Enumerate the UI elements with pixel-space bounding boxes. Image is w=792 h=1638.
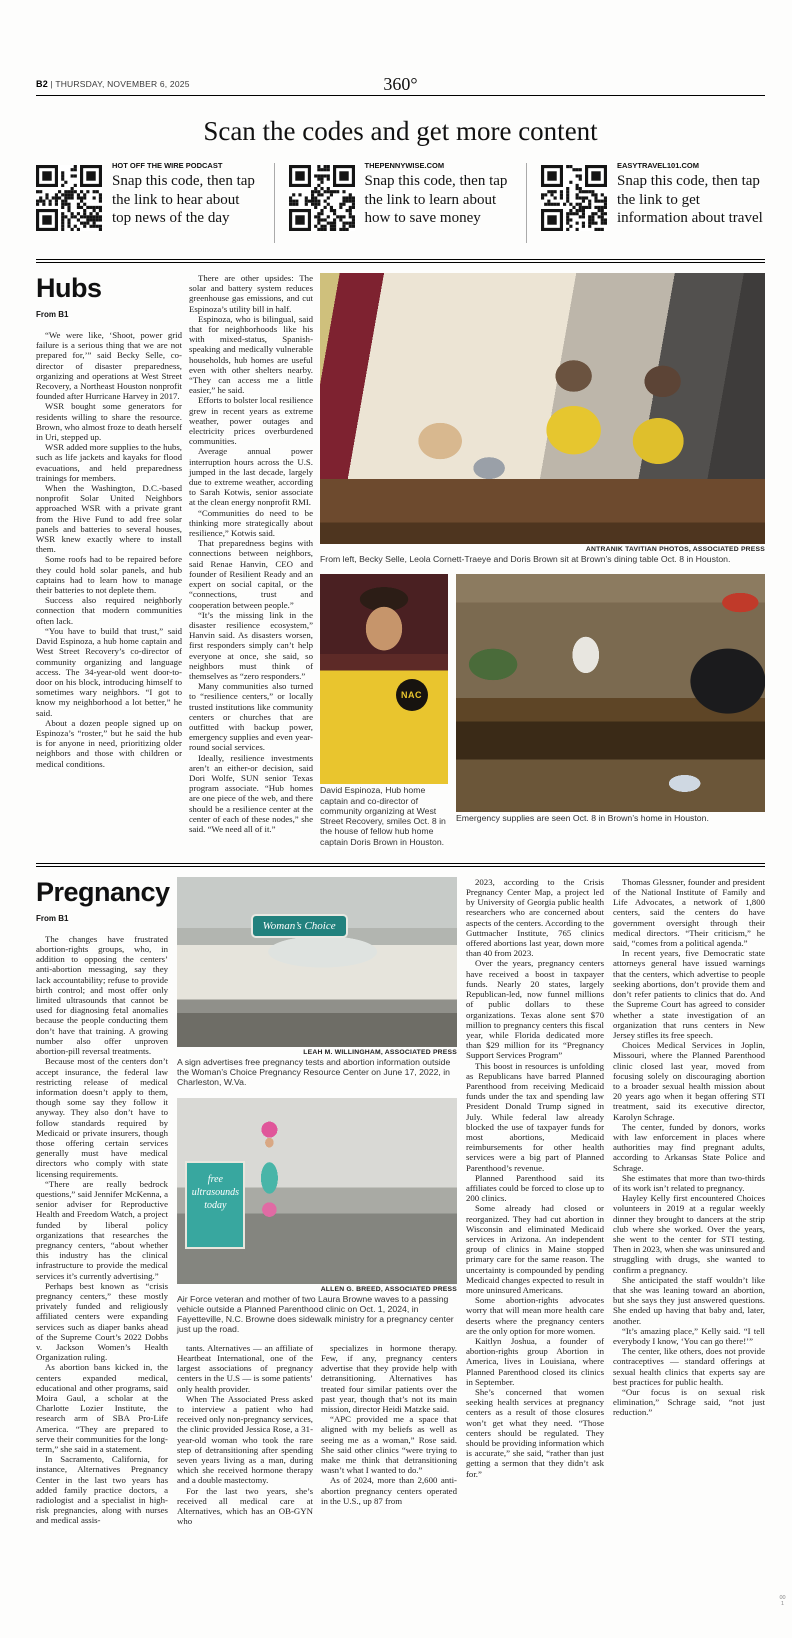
paragraph: Choices Medical Services in Joplin, Missouri, where the Planned Parenthood clinic closed last year, moved from focusing solely on discouraging abortion to a broader sexual health mission about 20 years ago when it began offering STI treatment, said its executive director, Karolyn Schrage. <box>613 1040 765 1122</box>
pregnancy-column-4 <box>466 877 604 1527</box>
paragraph: There are other upsides: The solar and battery system reduces greenhouse gas emissions, and cut Espinoza’s utility bill in half. <box>189 273 313 314</box>
photo-caption: A sign advertises free pregnancy tests and abortion information outside the Woman’s Choice Pregnancy Resource Center on June 17, 2022, in Charleston, W.Va. <box>177 1056 451 1088</box>
press-fold-mark: 00 1 <box>779 1594 786 1608</box>
paragraph: She estimates that more than two-thirds of its work isn’t related to pregnancy. <box>613 1172 765 1193</box>
qr-row <box>36 159 765 243</box>
paragraph: WSR added more supplies to the hubs, such as life jackets and kayaks for flood evacuations, and held preparedness trainings for members. <box>36 442 182 483</box>
page-number: B2 <box>36 79 48 89</box>
photo-dining-table <box>320 273 765 544</box>
article-text <box>177 1343 313 1527</box>
photo-caption: David Espinoza, Hub home captain and co-director of community organizing at West Street Recovery, smiles Oct. 8 in the house of fellow hub home captain Doris Brown in Houston. <box>320 785 446 847</box>
paragraph: Over the years, pregnancy centers have received a boost in taxpayer funds. Nearly 20 states, largely Republican-led, now funnel millions of public dollars to these organizations. Texas alone sent $70 million to pregnancy centers this fiscal year, while Florida dedicated more than $29 million for its “Pregnancy Support Services Program” <box>466 958 604 1061</box>
paragraph: “It’s the missing link in the disaster resilience ecosystem,” Hanvin said. As disasters worsen, first responders simply can’t help everyone at once, she said, so neighbors must think of themselves as “zero responders.” <box>189 609 313 681</box>
paragraph: 2023, according to the Crisis Pregnancy Center Map, a project led by University of Georgia public health researchers who are concerned about aspects of the centers. According to the Guttmacher Institute, 765 clinics offered abortions last year, down more than 40 from 2023. <box>466 876 605 959</box>
issue-date: THURSDAY, NOVEMBER 6, 2025 <box>55 79 190 89</box>
qr-item-podcast <box>36 159 260 231</box>
paragraph: For the last two years, she’s received all medical care at Alternatives, which has an OB-GYN who <box>177 1485 313 1527</box>
qr-item-pennywise <box>289 159 513 231</box>
paragraph: Hayley Kelly first encountered Choices volunteers in 2019 at a regular weekly dinner they brought to dancers at the strip club where she worked. Over the years, she went to the center for STI testing. Then in 2023, when she was uninsured and struggling with drugs, she wanted to confirm a pregnancy. <box>613 1193 765 1275</box>
shirt-logo: NAC <box>396 679 428 711</box>
paragraph: Many communities also turned to “resilience centers,” or locally trusted institutions like community centers or churches that are outfitted with backup power, emergency supplies and even year-round social services. <box>189 681 313 753</box>
pregnancy-column-1 <box>36 877 168 1527</box>
hubs-column-1 <box>36 273 182 847</box>
paragraph: Espinoza, who is bilingual, said that for neighborhoods like his with mixed-status, Spanish-speaking and medically vulnerable households, hub homes are useful even with other shelters nearby. “They can access me a little easier,” he said. <box>189 313 313 396</box>
qr-item-label: EASYTRAVEL101.COM <box>617 161 699 170</box>
section-divider <box>36 863 765 867</box>
paragraph: WSR bought some generators for residents willing to share the resource. Brown, who almost froze to death herself in Uri, stepped up. <box>36 401 182 443</box>
qr-item-travel <box>541 159 765 231</box>
continued-from-tag: From B1 <box>36 913 69 923</box>
photo-caption: From left, Becky Selle, Leola Cornett-Traeye and Doris Brown sit at Brown’s dining table Oct. 8 in Houston. <box>320 554 731 564</box>
qr-item-description: Snap this code, then tap the link to learn about how to save money <box>364 173 508 227</box>
paragraph: About a dozen people signed up on Espinoza’s “roster,” but he said the hub is for anyone in need, prioritizing older neighbors and those with children or medical conditions. <box>36 717 182 769</box>
paragraph: tants. Alternatives — an affiliate of Heartbeat International, one of the largest associations of pregnancy centers in the U.S — is some patients’ only health provider. <box>177 1342 313 1394</box>
qr-item-label: HOT OFF THE WIRE PODCAST <box>112 161 223 170</box>
qr-item-texts <box>617 159 765 231</box>
qr-code-icon <box>289 165 355 231</box>
qr-item-description: Snap this code, then tap the link to get information about travel <box>617 173 763 227</box>
paragraph: Because most of the centers don’t accept insurance, the federal law restricting release of medical information doesn’t apply to them, though some say they follow it anyway. They also don’t have to follow standards required by Medicaid or private insurers, though those offering certain services generally must have medical directors who comply with state licensing requirements. <box>36 1056 168 1179</box>
building-sign-text: Woman’s Choice <box>253 916 346 936</box>
paragraph: She’s concerned that women seeking health services at pregnancy centers as a result of those closures won’t get what they need. “Those centers should be regulated. They should be providing information which is accurate,” she said, “rather than just getting a sermon that they didn’t ask for.” <box>466 1387 604 1479</box>
qr-item-label: THEPENNYWISE.COM <box>364 161 445 170</box>
paragraph: Perhaps best known as “crisis pregnancy centers,” these mostly privately funded and religiously affiliated centers were expanding services such as diaper banks ahead of the Supreme Court’s 2022 Dobbs v. Jackson Women’s Health Organization ruling. <box>36 1280 168 1363</box>
masthead <box>36 74 765 92</box>
paragraph: “Our focus is on sexual risk elimination,” Schrage said, “not just reduction.” <box>613 1387 765 1418</box>
sidewalk-sign-text: free ultrasounds today <box>185 1161 245 1249</box>
publication-name: 360° <box>383 74 418 94</box>
paragraph: Some roofs had to be repaired before they could hold solar panels, and hub captains had to learn how to manage their batteries to not deplete them. <box>36 554 182 596</box>
continued-from-tag: From B1 <box>36 310 69 319</box>
paragraph: In recent years, five Democratic state attorneys general have issued warnings that the centers, which advertise to people seeking abortions, don’t provide them and don’t refer patients to clinics that do. And the Supreme Court has agreed to consider whether a state investigation of an organization that runs centers in New Jersey stifles its free speech. <box>613 948 765 1040</box>
photo-credit: LEAH M. WILLINGHAM, ASSOCIATED PRESS <box>303 1048 457 1056</box>
vertical-divider <box>274 163 275 243</box>
paragraph: “There are really bedrock questions,” said Jennifer McKenna, a senior adviser for Reproductive Health and Freedom Watch, a project funded by liberal policy organizations that researches the pregnancy centers, “about whether this industry has the clinical infrastructure to provide the medical services it’s currently advertising.” <box>36 1178 168 1281</box>
hubs-photo-right <box>456 574 765 847</box>
qr-code-icon <box>36 165 102 231</box>
pregnancy-photo-block <box>177 877 457 1527</box>
paragraph: specializes in hormone therapy. Few, if any, pregnancy centers advertise that they provide help with detransitioning. Alternatives has treated four similar patients over the past year, though that’s not its main mission, director Heidi Matzke said. <box>321 1342 457 1414</box>
article-headline: Pregnancy <box>36 876 170 907</box>
qr-section-title: Scan the codes and get more content <box>203 116 598 146</box>
article-pregnancy <box>36 877 765 1527</box>
paragraph: “APC provided me a space that aligned with my beliefs as well as seeing me as a woman,” Rose said. She said other clinics “were trying to make me think that detransitioning wasn’t what I wanted to do.” <box>321 1414 457 1476</box>
paragraph: Ideally, resilience investments aren’t an either-or decision, said Dori Wolfe, SUN senior Texas program associate. “Hub homes are one piece of the web, and there should be a resilience center at the center of each of these nodes,” she said. “We need all of it.” <box>189 752 313 834</box>
paragraph: Average annual power interruption hours across the U.S. jumped in the last decade, largely due to extreme weather, according to Sarah Kotwis, senior associate at the clean energy nonprofit RMI. <box>189 446 313 508</box>
paragraph: As abortion bans kicked in, the centers expanded medical, educational and other programs, said Moira Gaul, a scholar at the Charlotte Lozier Institute, the research arm of SBA Pro-Life America. “They are prepared to serve their communities for the long-term,” she said in a statement. <box>36 1362 168 1455</box>
paragraph: Kaitlyn Joshua, a founder of abortion-rights group Abortion in America, lives in Louisiana, where Planned Parenthood closed its clinics in September. <box>466 1336 604 1387</box>
photo-caption: Air Force veteran and mother of two Laura Browne waves to a passing vehicle outside a Planned Parenthood clinic on Oct. 1, 2024, in Fayetteville, N.C. Browne does sidewalk ministry for a pregnancy center just up the road. <box>177 1293 454 1335</box>
paragraph: Some abortion-rights advocates worry that will mean more health care deserts where the pregnancy centers are the only option for more women. <box>466 1295 604 1336</box>
hubs-column-2 <box>189 273 313 847</box>
pregnancy-column-5 <box>613 877 765 1527</box>
qr-item-texts <box>112 159 260 231</box>
paragraph: As of 2024, more than 2,600 anti-abortion pregnancy centers operated in the U.S., up 87 from <box>321 1475 457 1506</box>
paragraph: That preparedness begins with connections between neighbors, said Renae Hanvin, CEO and founder of Resilient Ready and an expert on social capital, or the “connections, trust and cooperation between people.” <box>189 538 313 610</box>
article-text <box>36 330 182 769</box>
photo-laura-browne <box>177 1098 457 1284</box>
photo-espinoza <box>320 574 448 784</box>
paragraph: The changes have frustrated abortion-rights groups, who, in addition to opposing the centers’ anti-abortion messaging, say they lack accountability; refuse to provide birth control; and most offer only limited ultrasounds that cannot be used for diagnosing fetal anomalies because the people conducting them don’t have that training. A growing number also offer unproven abortion-pill reversal treatments. <box>36 933 168 1057</box>
photo-credit: ALLEN G. BREED, ASSOCIATED PRESS <box>320 1285 457 1293</box>
paragraph: When the Washington, D.C.-based nonprofit Solar United Neighbors approached WSR with a private grant from the Hive Fund to add free solar panels and batteries to several houses, WSR knew exactly where to install them. <box>36 483 182 555</box>
photo-caption: Emergency supplies are seen Oct. 8 in Brown’s home in Houston. <box>456 813 709 824</box>
paragraph: This boost in resources is unfolding as Republicans have barred Planned Parenthood from receiving Medicaid funds under the tax and spending law President Donald Trump signed in July. While federal law already blocked the use of taxpayer funds for most abortions, Medicaid reimbursements for other health services were a big part of Planned Parenthood’s revenue. <box>466 1060 604 1173</box>
article-text <box>189 273 313 834</box>
article-text <box>36 934 168 1526</box>
pregnancy-subcolumns <box>177 1343 457 1527</box>
hubs-photo-left <box>320 574 448 847</box>
paragraph: “It’s amazing place,” Kelly said. “I tell everybody I know, ‘You can go there!’” <box>613 1325 765 1346</box>
paragraph: She anticipated the staff wouldn’t like that she was leaning toward an abortion, but she says they just answered questions. She ended up having that baby and, later, another. <box>613 1274 765 1326</box>
paragraph: When The Associated Press asked to interview a patient who had received only non-pregnancy services, the clinic provided Jessica Rose, a 31-year-old woman who took the rare step of detransitioning after spending seven years living as a man, during which she received hormone therapy and a double mastectomy. <box>177 1393 313 1486</box>
vertical-divider <box>526 163 527 243</box>
qr-section <box>36 116 765 243</box>
photo-emergency-supplies <box>456 574 765 812</box>
qr-item-texts <box>365 159 513 231</box>
qr-item-description: Snap this code, then tap the link to hear about top news of the day <box>112 173 255 227</box>
paragraph: The center, funded by donors, works with law enforcement in places where authorities may find pregnant adults, according to Arkansas State Police and Schrage. <box>613 1121 765 1173</box>
hubs-photo-block <box>320 273 765 847</box>
paragraph: “Communities do need to be thinking more strategically about resilience,” Kotwis said. <box>189 507 313 539</box>
article-headline: Hubs <box>36 273 102 303</box>
paragraph: Success also required neighborly connection that modern communities often lack. <box>36 595 182 626</box>
masthead-rule <box>36 95 765 96</box>
paragraph: “We were like, ‘Shoot, power grid failure is a serious thing that we are not prepared for,’” said Becky Selle, co-director of disaster preparedness, organizing and operations at West Street Recovery, a Northeast Houston nonprofit founded after Hurricane Harvey in 2017. <box>36 330 182 402</box>
article-text <box>321 1343 457 1527</box>
paragraph: The center, like others, does not provide contraceptives — standard offerings at sexual health clinics that experts say are best practices for public health. <box>613 1346 765 1387</box>
article-hubs <box>36 273 765 847</box>
paragraph: Efforts to bolster local resilience grew in recent years as extreme weather, power outages and electricity prices overburdened communities. <box>189 395 313 447</box>
qr-code-icon <box>541 165 607 231</box>
section-divider <box>36 259 765 263</box>
folio-separator: | <box>50 79 53 89</box>
paragraph: Thomas Glessner, founder and president of the National Institute of Family and Life Advocates, a network of 1,800 centers, said the centers do have government oversight through their medical directors. “Their criticism,” he said, “comes from a political agenda.” <box>613 876 765 949</box>
photo-womans-choice-sign <box>177 877 457 1047</box>
paragraph: “You have to build that trust,” said David Espinoza, a hub home captain and West Street Recovery’s co-director of community organizing and language access. The 34-year-old went door-to-door on his block, introducing himself to sometimes wary neighbors. “I got to know my neighborhood a lot better,” he said. <box>36 625 182 718</box>
paragraph: Planned Parenthood said its affiliates could be forced to close up to 200 clinics. <box>466 1172 604 1204</box>
paragraph: In Sacramento, California, for instance, Alternatives Pregnancy Center in the last two years has added family practice doctors, a radiologist and a specialist in high-risk pregnancies, along with nurses and medical assis- <box>36 1454 168 1526</box>
paragraph: Some already had closed or reorganized. They had cut abortion in Wisconsin and eliminated Medicaid services in Arizona. An independent group of clinics in Maine stopped primary care for the same reason. The uncertainty is compounded by pending Medicaid changes expected to result in more uninsured Americans. <box>466 1203 604 1295</box>
photo-credit: ANTRANIK TAVITIAN PHOTOS, ASSOCIATED PRESS <box>585 546 765 553</box>
hubs-photo-row <box>320 574 765 847</box>
